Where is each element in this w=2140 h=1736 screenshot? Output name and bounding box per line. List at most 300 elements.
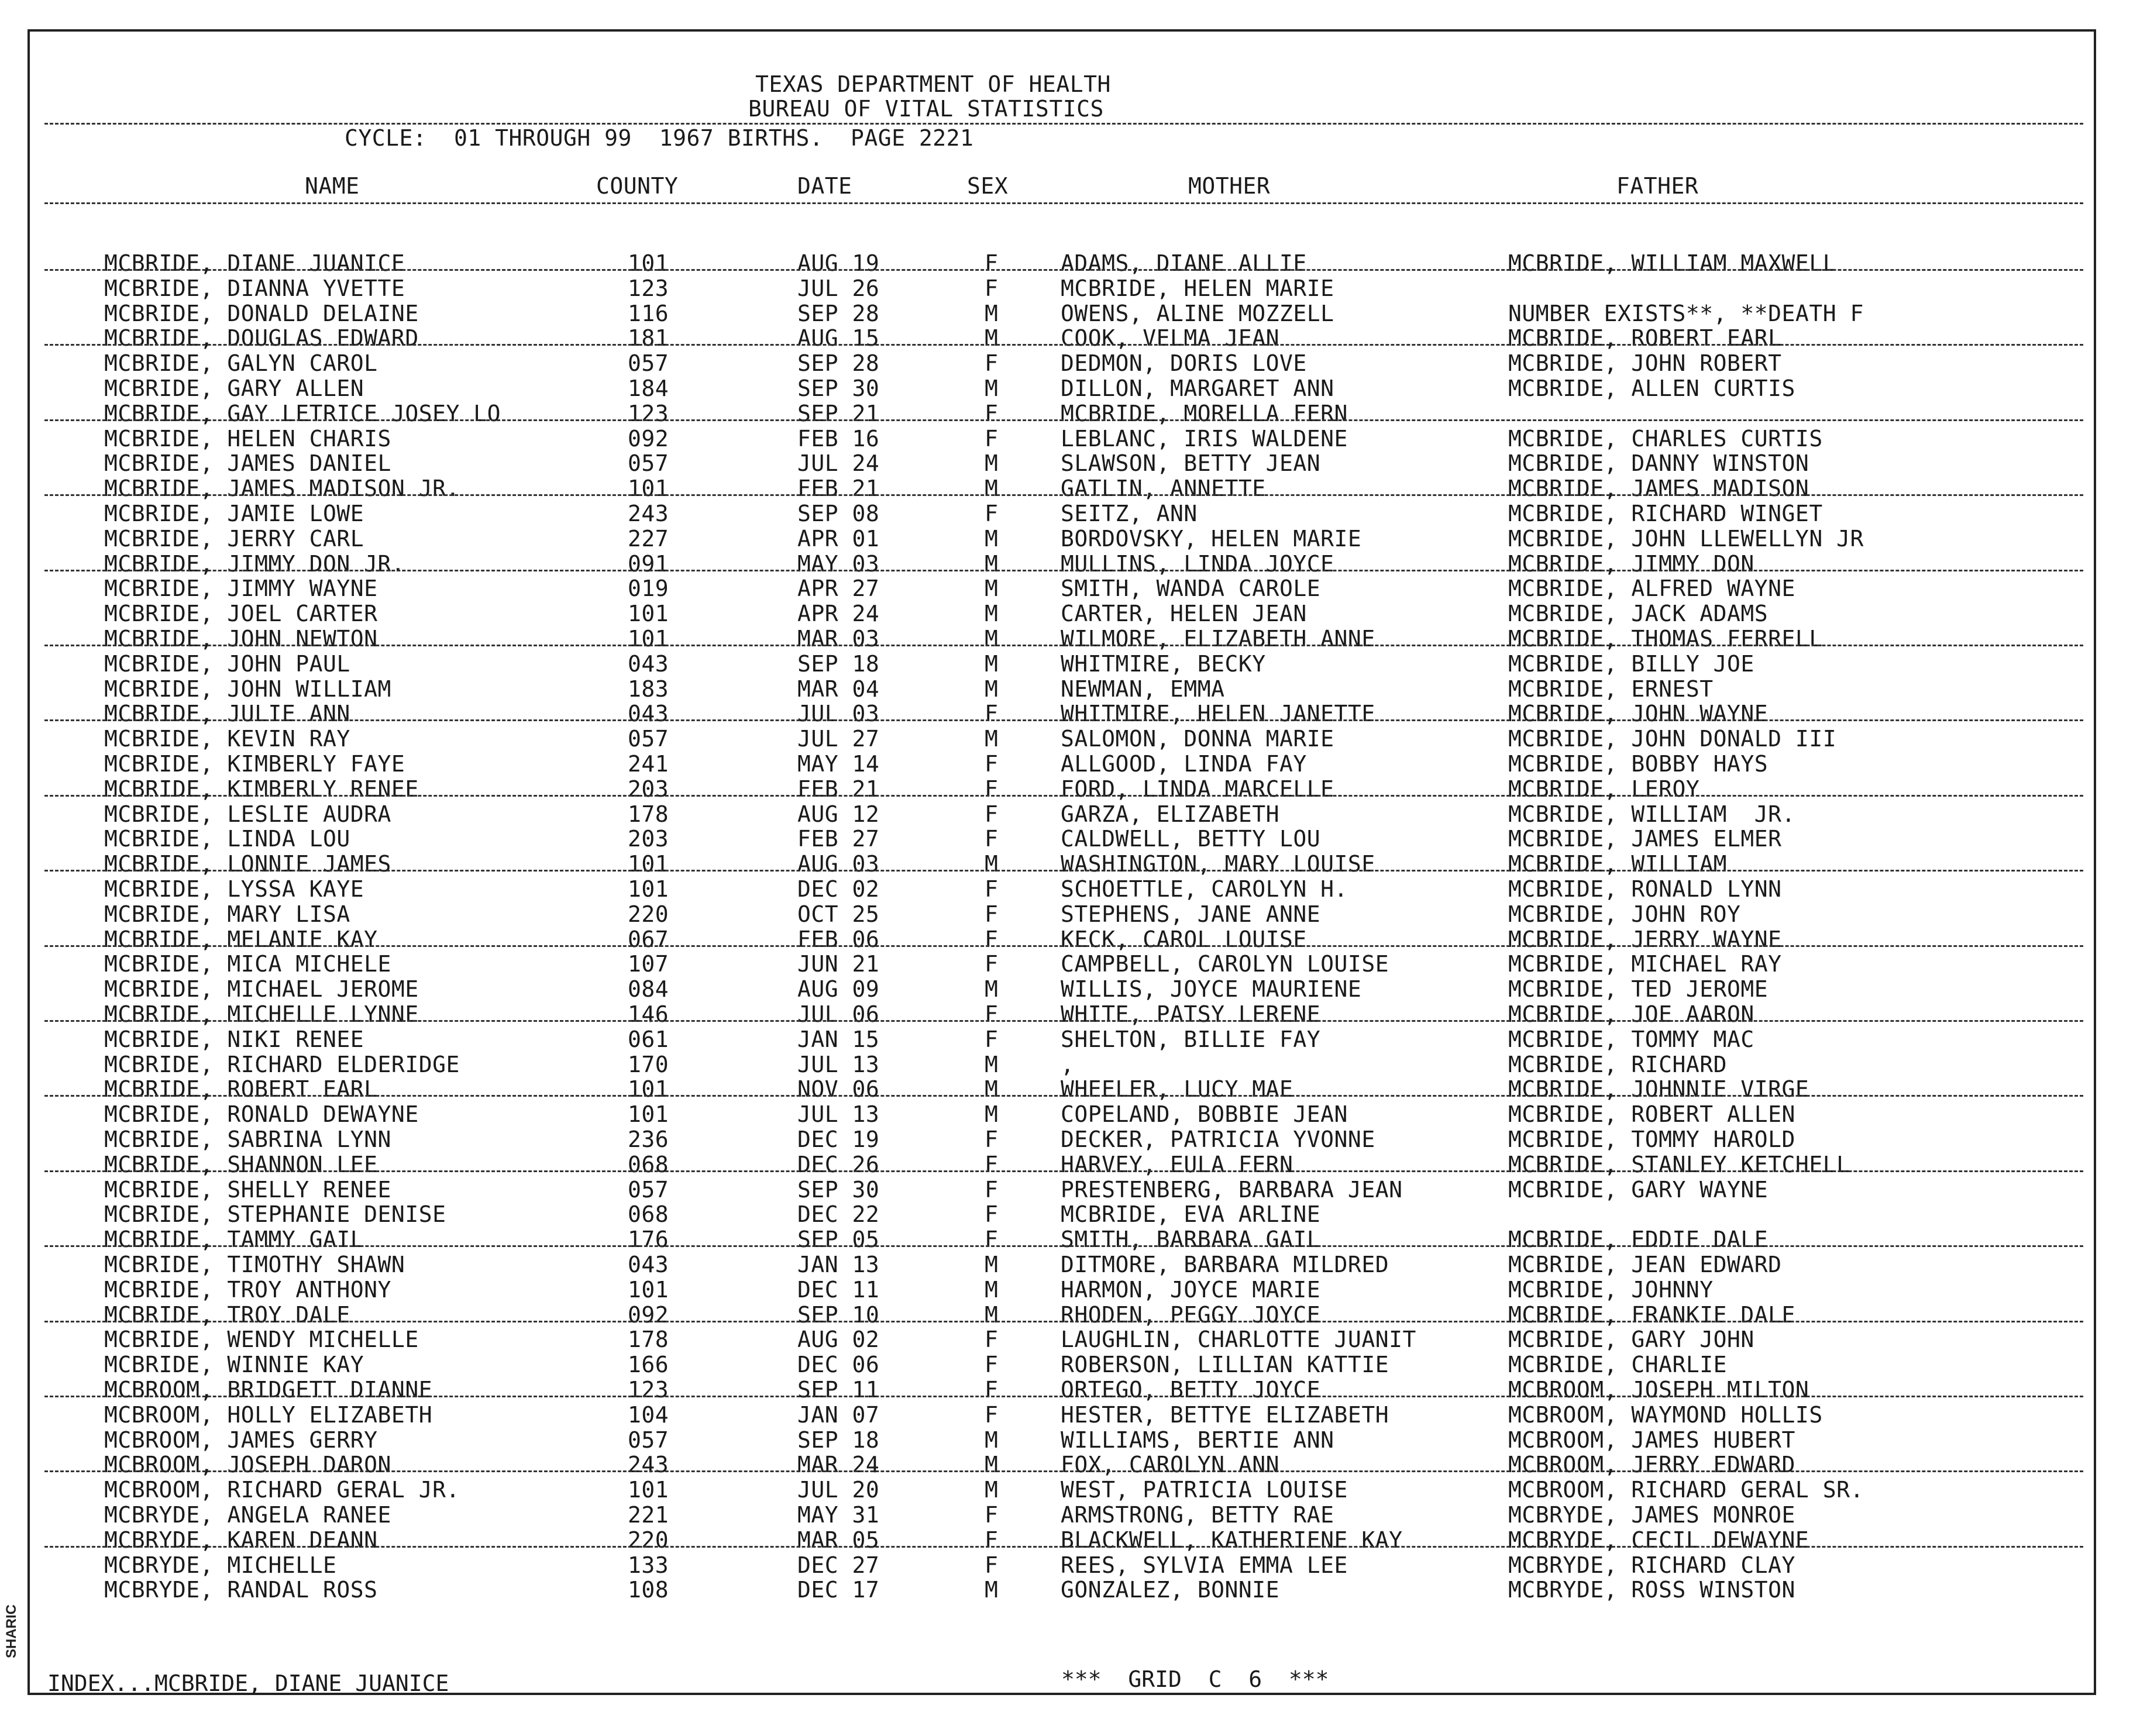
cell-sex: M — [985, 1477, 999, 1503]
cell-date: SEP 18 — [797, 1427, 880, 1453]
cell-name: MCBRIDE, MELANIE KAY — [104, 926, 378, 952]
header-name: NAME — [305, 173, 360, 199]
cell-date: AUG 09 — [797, 976, 880, 1003]
cell-name: MCBRIDE, SABRINA LYNN — [104, 1127, 391, 1152]
cell-county: 092 — [628, 1301, 669, 1328]
cell-mother: CARTER, HELEN JEAN — [1061, 601, 1307, 627]
cell-sex: M — [985, 726, 999, 752]
cell-date: AUG 02 — [797, 1327, 880, 1353]
cell-father: MCBROOM, JERRY EDWARD — [1508, 1452, 1795, 1478]
header-father: FATHER — [1616, 173, 1699, 199]
cell-mother: DILLON, MARGARET ANN — [1061, 376, 1334, 401]
cell-date: MAY 14 — [797, 751, 880, 777]
cell-date: JUL 26 — [797, 275, 880, 301]
cycle-line: CYCLE: 01 THROUGH 99 1967 BIRTHS. PAGE 2221 — [345, 125, 974, 151]
cell-father: MCBRIDE, JAMES MADISON — [1508, 476, 1809, 502]
cell-name: MCBRIDE, GALYN CAROL — [104, 350, 378, 377]
cell-sex: F — [985, 501, 999, 526]
cell-mother: DECKER, PATRICIA YVONNE — [1061, 1127, 1375, 1152]
header-county: COUNTY — [596, 173, 679, 199]
cell-sex: M — [985, 300, 999, 326]
cell-county: 181 — [628, 325, 669, 352]
cell-father: MCBRYDE, ROSS WINSTON — [1508, 1577, 1795, 1603]
cell-name: MCBRIDE, HELEN CHARIS — [104, 425, 391, 452]
cell-father: MCBRIDE, JOHNNIE VIRGE — [1508, 1076, 1809, 1103]
table-row — [30, 577, 2094, 601]
cell-father: MCBRIDE, RICHARD WINGET — [1508, 501, 1823, 526]
cell-date: MAR 04 — [797, 676, 880, 702]
table-row — [30, 1528, 2094, 1553]
cell-father: MCBRIDE, TOMMY MAC — [1508, 1026, 1754, 1052]
cell-name: MCBRIDE, KIMBERLY RENEE — [104, 776, 419, 802]
table-row — [30, 752, 2094, 777]
cell-mother: ORTEGO, BETTY JOYCE — [1061, 1377, 1321, 1403]
cell-name: MCBRIDE, STEPHANIE DENISE — [104, 1201, 446, 1228]
table-row — [30, 627, 2094, 652]
cell-name: MCBRIDE, JOEL CARTER — [104, 601, 378, 627]
cell-mother: WHITMIRE, HELEN JANETTE — [1061, 701, 1375, 727]
cell-date: SEP 18 — [797, 650, 880, 677]
cell-name: MCBRIDE, JIMMY DON JR. — [104, 550, 405, 577]
cell-county: 067 — [628, 926, 669, 952]
cell-mother: CALDWELL, BETTY LOU — [1061, 826, 1321, 852]
cell-sex: F — [985, 275, 999, 301]
table-row — [30, 527, 2094, 552]
cell-county: 178 — [628, 801, 669, 827]
cell-county: 101 — [628, 1477, 669, 1503]
cell-father: MCBRYDE, RICHARD CLAY — [1508, 1552, 1795, 1578]
cell-county: 227 — [628, 525, 669, 552]
cell-date: MAR 03 — [797, 626, 880, 652]
table-row — [30, 777, 2094, 802]
cell-county: 101 — [628, 626, 669, 652]
cell-mother: WILMORE, ELIZABETH ANNE — [1061, 626, 1375, 652]
cell-father: MCBRIDE, BILLY JOE — [1508, 650, 1754, 677]
table-row — [30, 1003, 2094, 1027]
cell-mother: HARMON, JOYCE MARIE — [1061, 1276, 1321, 1303]
table-row — [30, 1153, 2094, 1177]
cell-county: 043 — [628, 1252, 669, 1277]
cell-mother: NEWMAN, EMMA — [1061, 676, 1225, 702]
cell-name: MCBRIDE, JAMES DANIEL — [104, 450, 391, 477]
cell-mother: OWENS, ALINE MOZZELL — [1061, 300, 1334, 326]
cell-father: MCBROOM, JAMES HUBERT — [1508, 1427, 1795, 1453]
cell-mother: WHITE, PATSY LERENE — [1061, 1001, 1321, 1027]
cell-father: MCBRIDE, JAMES ELMER — [1508, 826, 1782, 852]
cell-mother: FORD, LINDA MARCELLE — [1061, 776, 1334, 802]
cell-father: MCBRIDE, EDDIE DALE — [1508, 1227, 1769, 1253]
cell-name: MCBRIDE, JOHN PAUL — [104, 650, 350, 677]
table-row — [30, 928, 2094, 952]
cell-name: MCBRIDE, LINDA LOU — [104, 826, 350, 852]
cell-mother: COPELAND, BOBBIE JEAN — [1061, 1101, 1348, 1128]
table-row — [30, 1503, 2094, 1528]
cell-sex: M — [985, 1276, 999, 1303]
cell-father: MCBRIDE, ERNEST — [1508, 676, 1714, 702]
cell-name: MCBRIDE, GAY LETRICE JOSEY LO — [104, 400, 501, 426]
cell-sex: F — [985, 801, 999, 827]
cell-sex: M — [985, 376, 999, 401]
table-row — [30, 727, 2094, 752]
index-footer: INDEX...MCBRIDE, DIANE JUANICE — [47, 1670, 449, 1696]
side-label: SHARIC — [4, 1604, 19, 1658]
table-row — [30, 1554, 2094, 1578]
cell-mother: WILLIAMS, BERTIE ANN — [1061, 1427, 1334, 1453]
cell-father: MCBRIDE, BOBBY HAYS — [1508, 751, 1769, 777]
cell-sex: F — [985, 1227, 999, 1253]
cell-county: 220 — [628, 1527, 669, 1553]
cell-county: 166 — [628, 1352, 669, 1378]
cell-date: SEP 11 — [797, 1377, 880, 1403]
cell-name: MCBRIDE, GARY ALLEN — [104, 376, 364, 401]
cell-county: 043 — [628, 701, 669, 727]
table-row — [30, 1353, 2094, 1377]
table-row — [30, 1453, 2094, 1477]
cell-sex: M — [985, 1101, 999, 1128]
cell-sex: F — [985, 350, 999, 377]
cell-sex: F — [985, 926, 999, 952]
cell-sex: M — [985, 576, 999, 602]
table-row — [30, 502, 2094, 526]
cell-sex: F — [985, 876, 999, 902]
cell-name: MCBRIDE, MICHELLE LYNNE — [104, 1001, 419, 1027]
cell-mother: ROBERSON, LILLIAN KATTIE — [1061, 1352, 1389, 1378]
cell-county: 092 — [628, 425, 669, 452]
header-mother: MOTHER — [1188, 173, 1271, 199]
cell-date: SEP 28 — [797, 350, 880, 377]
cell-date: FEB 06 — [797, 926, 880, 952]
cell-mother: DITMORE, BARBARA MILDRED — [1061, 1252, 1389, 1277]
table-row — [30, 802, 2094, 827]
cell-sex: F — [985, 1552, 999, 1578]
cell-date: AUG 12 — [797, 801, 880, 827]
table-row — [30, 1228, 2094, 1252]
cell-sex: F — [985, 1527, 999, 1553]
cell-date: DEC 17 — [797, 1577, 880, 1603]
cell-date: JUL 13 — [797, 1101, 880, 1128]
table-row — [30, 452, 2094, 476]
cell-date: NOV 06 — [797, 1076, 880, 1103]
cell-sex: F — [985, 1401, 999, 1428]
cell-mother: SMITH, WANDA CAROLE — [1061, 576, 1321, 602]
cell-name: MCBRIDE, MARY LISA — [104, 901, 350, 927]
cell-mother: DEDMON, DORIS LOVE — [1061, 350, 1307, 377]
cell-county: 243 — [628, 1452, 669, 1478]
table-row — [30, 602, 2094, 626]
cell-sex: F — [985, 901, 999, 927]
cell-name: MCBRIDE, SHELLY RENEE — [104, 1176, 391, 1203]
cell-name: MCBRIDE, MICHAEL JEROME — [104, 976, 419, 1003]
cell-name: MCBRIDE, NIKI RENEE — [104, 1026, 364, 1052]
bureau-title: BUREAU OF VITAL STATISTICS — [748, 96, 1104, 122]
cell-date: DEC 02 — [797, 876, 880, 902]
table-row — [30, 277, 2094, 301]
cell-name: MCBRIDE, RONALD DEWAYNE — [104, 1101, 419, 1128]
cell-sex: M — [985, 525, 999, 552]
cell-name: MCBRIDE, JAMIE LOWE — [104, 501, 364, 526]
cell-mother: WASHINGTON, MARY LOUISE — [1061, 851, 1375, 877]
cell-name: MCBRIDE, DOUGLAS EDWARD — [104, 325, 419, 352]
table-row — [30, 1278, 2094, 1303]
cell-sex: M — [985, 450, 999, 477]
cell-mother: GONZALEZ, BONNIE — [1061, 1577, 1280, 1603]
cell-date: DEC 27 — [797, 1552, 880, 1578]
cell-sex: M — [985, 1301, 999, 1328]
table-row — [30, 352, 2094, 376]
cell-mother: BLACKWELL, KATHERIENE KAY — [1061, 1527, 1403, 1553]
cell-county: 057 — [628, 1176, 669, 1203]
cell-county: 123 — [628, 1377, 669, 1403]
cell-father: MCBRIDE, TOMMY HAROLD — [1508, 1127, 1795, 1152]
cell-sex: F — [985, 1176, 999, 1203]
cell-name: MCBRIDE, RICHARD ELDERIDGE — [104, 1051, 460, 1077]
cell-date: APR 27 — [797, 576, 880, 602]
cell-name: MCBRIDE, MICA MICHELE — [104, 951, 391, 977]
cell-county: 178 — [628, 1327, 669, 1353]
cell-sex: M — [985, 476, 999, 502]
cell-date: DEC 22 — [797, 1201, 880, 1228]
cell-sex: F — [985, 1352, 999, 1378]
cell-county: 101 — [628, 851, 669, 877]
cell-sex: F — [985, 425, 999, 452]
cell-father: MCBRIDE, JOE AARON — [1508, 1001, 1754, 1027]
table-row — [30, 1428, 2094, 1453]
cell-father: MCBRYDE, JAMES MONROE — [1508, 1502, 1795, 1528]
cell-sex: M — [985, 626, 999, 652]
cell-date: JUL 03 — [797, 701, 880, 727]
cell-sex: F — [985, 1377, 999, 1403]
cell-date: SEP 21 — [797, 400, 880, 426]
cell-date: SEP 10 — [797, 1301, 880, 1328]
cell-date: JUN 21 — [797, 951, 880, 977]
cell-father: NUMBER EXISTS**, **DEATH F — [1508, 300, 1864, 326]
cell-date: FEB 21 — [797, 476, 880, 502]
cell-father: MCBRIDE, GARY JOHN — [1508, 1327, 1754, 1353]
cell-sex: M — [985, 550, 999, 577]
table-row — [30, 877, 2094, 902]
cell-county: 104 — [628, 1401, 669, 1428]
cell-date: AUG 19 — [797, 250, 880, 276]
cell-father: MCBRIDE, WILLIAM MAXWELL — [1508, 250, 1837, 276]
cell-name: MCBRIDE, JULIE ANN — [104, 701, 350, 727]
cell-mother: SLAWSON, BETTY JEAN — [1061, 450, 1321, 477]
cell-date: JAN 07 — [797, 1401, 880, 1428]
cell-date: FEB 16 — [797, 425, 880, 452]
cell-name: MCBRIDE, JIMMY WAYNE — [104, 576, 378, 602]
cell-county: 203 — [628, 826, 669, 852]
cell-father: MCBROOM, JOSEPH MILTON — [1508, 1377, 1809, 1403]
table-row — [30, 1303, 2094, 1328]
cell-county: 057 — [628, 726, 669, 752]
cell-name: MCBRIDE, LESLIE AUDRA — [104, 801, 391, 827]
cell-county: 203 — [628, 776, 669, 802]
table-row — [30, 1128, 2094, 1152]
cell-name: MCBRIDE, WENDY MICHELLE — [104, 1327, 419, 1353]
cell-date: SEP 08 — [797, 501, 880, 526]
table-row — [30, 677, 2094, 702]
cell-mother: REES, SYLVIA EMMA LEE — [1061, 1552, 1348, 1578]
table-row — [30, 1478, 2094, 1503]
cell-name: MCBRIDE, JERRY CARL — [104, 525, 364, 552]
cell-date: JUL 20 — [797, 1477, 880, 1503]
cell-mother: SALOMON, DONNA MARIE — [1061, 726, 1334, 752]
header-sex: SEX — [967, 173, 1009, 199]
cell-county: 101 — [628, 1101, 669, 1128]
cell-sex: F — [985, 1026, 999, 1052]
cell-mother: WHEELER, LUCY MAE — [1061, 1076, 1293, 1103]
cell-father: MCBRIDE, JACK ADAMS — [1508, 601, 1769, 627]
cell-mother: HARVEY, EULA FERN — [1061, 1151, 1293, 1177]
header-date: DATE — [797, 173, 852, 199]
grid-footer: *** GRID C 6 *** — [1061, 1666, 1329, 1692]
cell-date: JUL 24 — [797, 450, 880, 477]
cell-father: MCBRIDE, JOHN DONALD III — [1508, 726, 1837, 752]
table-row — [30, 1028, 2094, 1052]
cell-mother: HESTER, BETTYE ELIZABETH — [1061, 1401, 1389, 1428]
cell-sex: F — [985, 1327, 999, 1353]
cell-father: MCBRIDE, STANLEY KETCHELL — [1508, 1151, 1850, 1177]
cell-mother: COOK, VELMA JEAN — [1061, 325, 1280, 352]
cell-date: SEP 28 — [797, 300, 880, 326]
cell-county: 116 — [628, 300, 669, 326]
cell-date: DEC 26 — [797, 1151, 880, 1177]
cell-mother: SMITH, BARBARA GAIL — [1061, 1227, 1321, 1253]
cell-date: SEP 30 — [797, 1176, 880, 1203]
cell-father: MCBRIDE, JOHNNY — [1508, 1276, 1714, 1303]
table-row — [30, 377, 2094, 401]
cell-county: 091 — [628, 550, 669, 577]
cell-county: 057 — [628, 350, 669, 377]
cell-mother: PRESTENBERG, BARBARA JEAN — [1061, 1176, 1403, 1203]
cell-sex: M — [985, 650, 999, 677]
cell-sex: M — [985, 1252, 999, 1277]
cell-name: MCBROOM, BRIDGETT DIANNE — [104, 1377, 433, 1403]
cell-county: 057 — [628, 450, 669, 477]
cell-county: 084 — [628, 976, 669, 1003]
cell-sex: M — [985, 1051, 999, 1077]
cell-sex: F — [985, 951, 999, 977]
cell-county: 176 — [628, 1227, 669, 1253]
cell-father: MCBRYDE, CECIL DEWAYNE — [1508, 1527, 1809, 1553]
cell-county: 183 — [628, 676, 669, 702]
cell-father: MCBRIDE, JOHN WAYNE — [1508, 701, 1769, 727]
cell-mother: SCHOETTLE, CAROLYN H. — [1061, 876, 1348, 902]
cell-county: 101 — [628, 1276, 669, 1303]
cell-name: MCBRIDE, TAMMY GAIL — [104, 1227, 364, 1253]
cell-name: MCBRYDE, MICHELLE — [104, 1552, 337, 1578]
cell-date: JUL 13 — [797, 1051, 880, 1077]
cell-date: DEC 11 — [797, 1276, 880, 1303]
cell-sex: M — [985, 851, 999, 877]
table-row — [30, 702, 2094, 726]
cell-sex: F — [985, 1151, 999, 1177]
table-row — [30, 1077, 2094, 1102]
table-row — [30, 1403, 2094, 1428]
cell-name: MCBRIDE, TROY DALE — [104, 1301, 350, 1328]
cell-date: MAR 05 — [797, 1527, 880, 1553]
cell-name: MCBRYDE, RANDAL ROSS — [104, 1577, 378, 1603]
document-frame — [27, 29, 2096, 1695]
table-row — [30, 427, 2094, 452]
cell-county: 220 — [628, 901, 669, 927]
cell-name: MCBRIDE, DIANNA YVETTE — [104, 275, 405, 301]
cell-father: MCBROOM, WAYMOND HOLLIS — [1508, 1401, 1823, 1428]
cell-mother: ADAMS, DIANE ALLIE — [1061, 250, 1307, 276]
cell-date: FEB 21 — [797, 776, 880, 802]
cell-mother: LEBLANC, IRIS WALDENE — [1061, 425, 1348, 452]
cell-sex: F — [985, 1201, 999, 1228]
cell-sex: F — [985, 751, 999, 777]
cell-date: JAN 13 — [797, 1252, 880, 1277]
cell-name: MCBRIDE, LONNIE JAMES — [104, 851, 391, 877]
cell-father: MCBRIDE, DANNY WINSTON — [1508, 450, 1809, 477]
cell-date: AUG 15 — [797, 325, 880, 352]
cell-father: MCBRIDE, LEROY — [1508, 776, 1700, 802]
cell-sex: F — [985, 826, 999, 852]
cell-mother: MCBRIDE, MORELLA FERN — [1061, 400, 1348, 426]
cell-date: SEP 30 — [797, 376, 880, 401]
cell-county: 068 — [628, 1151, 669, 1177]
cell-county: 123 — [628, 400, 669, 426]
cell-county: 043 — [628, 650, 669, 677]
cell-county: 133 — [628, 1552, 669, 1578]
cell-mother: SHELTON, BILLIE FAY — [1061, 1026, 1321, 1052]
cell-sex: F — [985, 1001, 999, 1027]
cell-father: MCBRIDE, FRANKIE DALE — [1508, 1301, 1795, 1328]
cell-name: MCBRIDE, LYSSA KAYE — [104, 876, 364, 902]
cell-name: MCBRIDE, KEVIN RAY — [104, 726, 350, 752]
cell-county: 101 — [628, 476, 669, 502]
cell-father: MCBRIDE, CHARLIE — [1508, 1352, 1728, 1378]
cell-name: MCBRIDE, KIMBERLY FAYE — [104, 751, 405, 777]
cell-father: MCBRIDE, GARY WAYNE — [1508, 1176, 1769, 1203]
table-row — [30, 1178, 2094, 1203]
cell-sex: M — [985, 1427, 999, 1453]
cell-sex: M — [985, 676, 999, 702]
cell-county: 057 — [628, 1427, 669, 1453]
cell-sex: F — [985, 1502, 999, 1528]
cell-father: MCBRIDE, ROBERT EARL — [1508, 325, 1782, 352]
cell-name: MCBRIDE, JOHN NEWTON — [104, 626, 378, 652]
cell-mother: STEPHENS, JANE ANNE — [1061, 901, 1321, 927]
cell-name: MCBRIDE, JAMES MADISON JR. — [104, 476, 460, 502]
table-row — [30, 1103, 2094, 1127]
cell-county: 170 — [628, 1051, 669, 1077]
cell-sex: M — [985, 1577, 999, 1603]
table-row — [30, 903, 2094, 927]
cell-father: MCBRIDE, CHARLES CURTIS — [1508, 425, 1823, 452]
cell-mother: WILLIS, JOYCE MAURIENE — [1061, 976, 1362, 1003]
cell-mother: MULLINS, LINDA JOYCE — [1061, 550, 1334, 577]
cell-date: MAY 31 — [797, 1502, 880, 1528]
cell-county: 101 — [628, 250, 669, 276]
cell-father: MCBRIDE, RONALD LYNN — [1508, 876, 1782, 902]
table-row — [30, 302, 2094, 326]
cell-name: MCBRYDE, KAREN DEANN — [104, 1527, 378, 1553]
cell-county: 184 — [628, 376, 669, 401]
cell-date: APR 01 — [797, 525, 880, 552]
cell-mother: GARZA, ELIZABETH — [1061, 801, 1280, 827]
cell-father: MCBRIDE, ALFRED WAYNE — [1508, 576, 1795, 602]
cell-father: MCBRIDE, JERRY WAYNE — [1508, 926, 1782, 952]
cell-father: MCBRIDE, ALLEN CURTIS — [1508, 376, 1795, 401]
cell-county: 221 — [628, 1502, 669, 1528]
cell-name: MCBRIDE, DIANE JUANICE — [104, 250, 405, 276]
cell-name: MCBRYDE, ANGELA RANEE — [104, 1502, 391, 1528]
cell-father: MCBRIDE, JIMMY DON — [1508, 550, 1754, 577]
cell-mother: WEST, PATRICIA LOUISE — [1061, 1477, 1348, 1503]
cell-county: 101 — [628, 1076, 669, 1103]
